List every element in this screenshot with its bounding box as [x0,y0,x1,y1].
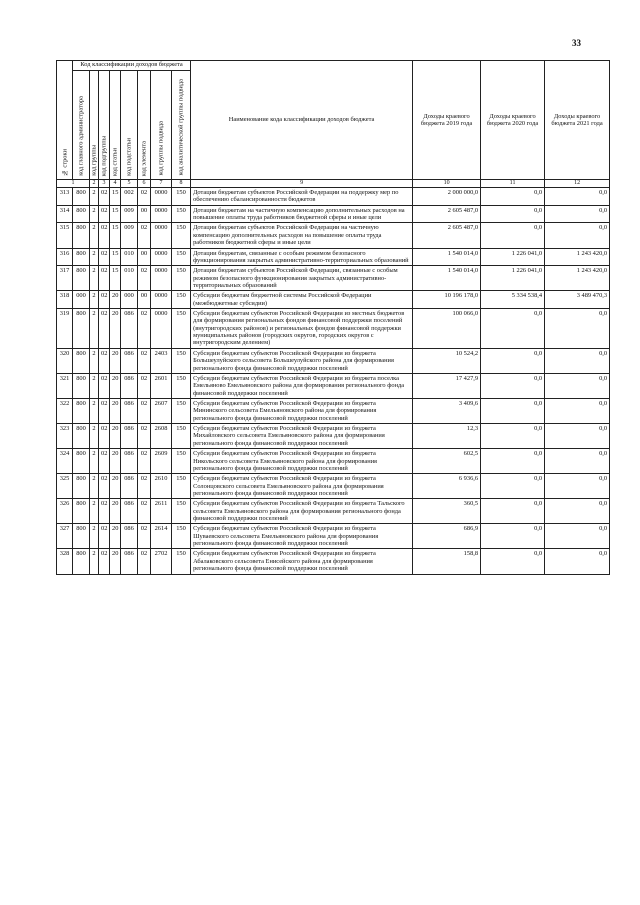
code-cell: 15 [110,266,121,291]
code-cell: 800 [73,449,90,474]
page-number: 33 [572,38,581,48]
header-code-column: код главного администратора [73,71,90,180]
header-code-group: Код классификации доходов бюджета [73,61,191,71]
code-cell: 000 [73,291,90,309]
code-cell: 800 [73,188,90,206]
value-2021: 0,0 [545,398,610,423]
revenue-name: Субсидии бюджетам субъектов Российской Федерации из бюджета Тальского сельсовета Емельяновского района для формирования регионального фонда финансовой поддержки поселений [191,499,413,524]
code-cell: 2611 [151,499,172,524]
code-cell: 009 [121,205,138,223]
value-2020: 0,0 [481,373,545,398]
header-year-2021: Доходы краевого бюджета 2021 года [545,61,610,180]
value-2021: 0,0 [545,348,610,373]
code-cell: 086 [121,309,138,349]
table-row [57,373,610,398]
value-2019: 2 605 487,0 [413,223,481,248]
code-cell: 086 [121,549,138,574]
code-cell: 2 [90,549,99,574]
row-number: 322 [57,398,73,423]
revenue-name: Дотации бюджетам, связанные с особым режимом безопасного функционирования закрытых административно-территориальных образований [191,248,413,266]
code-cell: 2 [90,205,99,223]
value-2020: 0,0 [481,188,545,206]
code-cell: 150 [172,205,191,223]
code-cell: 02 [99,398,110,423]
code-cell: 02 [138,424,151,449]
code-cell: 150 [172,499,191,524]
code-cell: 02 [99,474,110,499]
value-2021: 0,0 [545,188,610,206]
code-cell: 800 [73,474,90,499]
code-cell: 150 [172,309,191,349]
code-cell: 2 [90,266,99,291]
code-cell: 086 [121,424,138,449]
code-cell: 15 [110,188,121,206]
table-row [57,524,610,549]
code-cell: 2 [90,499,99,524]
code-cell: 2 [90,309,99,349]
code-cell: 800 [73,424,90,449]
code-cell: 2 [90,474,99,499]
table-row [57,474,610,499]
revenue-name: Субсидии бюджетам субъектов Российской Федерации из бюджета Мининского сельсовета Емельяновского района для формирования регионального фонда финансовой поддержки поселений [191,398,413,423]
value-2019: 10 196 178,0 [413,291,481,309]
code-cell: 0000 [151,309,172,349]
code-cell: 20 [110,373,121,398]
code-cell: 2 [90,248,99,266]
code-cell: 150 [172,291,191,309]
code-cell: 0000 [151,188,172,206]
value-2020: 5 334 538,4 [481,291,545,309]
value-2019: 10 524,2 [413,348,481,373]
row-number: 318 [57,291,73,309]
code-cell: 150 [172,424,191,449]
column-number: 11 [481,180,545,188]
code-cell: 150 [172,398,191,423]
code-cell: 800 [73,309,90,349]
code-cell: 150 [172,474,191,499]
code-cell: 20 [110,474,121,499]
value-2020: 0,0 [481,398,545,423]
revenue-name: Субсидии бюджетам бюджетной системы Российской Федерации (межбюджетные субсидии) [191,291,413,309]
table-row [57,248,610,266]
code-cell: 20 [110,499,121,524]
value-2019: 3 409,6 [413,398,481,423]
column-number: 2 [90,180,99,188]
code-cell: 2607 [151,398,172,423]
row-number: 319 [57,309,73,349]
code-cell: 20 [110,449,121,474]
revenue-name: Субсидии бюджетам субъектов Российской Федерации из бюджета Никольского сельсовета Емельяновского района для формирования регионального фонда финансовой поддержки поселений [191,449,413,474]
code-cell: 2601 [151,373,172,398]
row-number: 323 [57,424,73,449]
row-number: 321 [57,373,73,398]
value-2021: 0,0 [545,424,610,449]
revenue-name: Субсидии бюджетам субъектов Российской Федерации из местных бюджетов для формирования региональных фондов финансовой поддержки поселений (внутригородских районов) и региональных фондов финансовой поддержки муниципальных районов (городских округов, городских округов с внутригородским делением) [191,309,413,349]
code-cell: 800 [73,266,90,291]
budget-revenue-table [56,60,610,575]
revenue-name: Субсидии бюджетам субъектов Российской Федерации из бюджета Абалаковского сельсовета Енисейского района для формирования регионального фонда финансовой поддержки поселений [191,549,413,574]
code-cell: 02 [138,499,151,524]
code-cell: 150 [172,524,191,549]
code-cell: 2608 [151,424,172,449]
code-cell: 02 [138,398,151,423]
code-cell: 02 [138,188,151,206]
header-code-column: код статьи [110,71,121,180]
revenue-name: Дотации бюджетам субъектов Российской Федерации, связанные с особым режимом безопасного функционирования закрытых административно-территориальных образований [191,266,413,291]
code-cell: 0000 [151,291,172,309]
code-cell: 15 [110,205,121,223]
code-cell: 2609 [151,449,172,474]
column-number: 5 [121,180,138,188]
code-cell: 02 [138,309,151,349]
row-number: 325 [57,474,73,499]
table-row [57,291,610,309]
code-cell: 02 [99,424,110,449]
row-number: 328 [57,549,73,574]
header-code-column: код подстатьи [121,71,138,180]
code-cell: 20 [110,549,121,574]
table-row [57,348,610,373]
column-number: 7 [151,180,172,188]
value-2020: 0,0 [481,524,545,549]
value-2020: 0,0 [481,205,545,223]
value-2020: 0,0 [481,549,545,574]
code-cell: 02 [99,549,110,574]
value-2021: 0,0 [545,449,610,474]
code-cell: 02 [99,188,110,206]
code-cell: 02 [138,549,151,574]
value-2019: 360,5 [413,499,481,524]
value-2021: 0,0 [545,373,610,398]
code-cell: 20 [110,424,121,449]
row-number: 326 [57,499,73,524]
revenue-name: Дотации бюджетам субъектов Российской Федерации на поддержку мер по обеспечению сбалансированности бюджетов [191,188,413,206]
value-2020: 0,0 [481,223,545,248]
value-2020: 0,0 [481,474,545,499]
row-number: 320 [57,348,73,373]
code-cell: 20 [110,309,121,349]
code-cell: 0000 [151,205,172,223]
row-number: 327 [57,524,73,549]
code-cell: 02 [99,309,110,349]
code-cell: 150 [172,266,191,291]
code-cell: 2 [90,291,99,309]
code-cell: 150 [172,449,191,474]
column-number: 8 [172,180,191,188]
code-cell: 2702 [151,549,172,574]
code-cell: 02 [138,474,151,499]
value-2021: 0,0 [545,223,610,248]
code-cell: 02 [99,248,110,266]
column-number: 3 [99,180,110,188]
revenue-name: Субсидии бюджетам субъектов Российской Федерации из бюджета Солонцовского сельсовета Емельяновского района для формирования регионального фонда финансовой поддержки поселений [191,474,413,499]
code-cell: 800 [73,248,90,266]
value-2019: 100 066,0 [413,309,481,349]
table-row [57,424,610,449]
code-cell: 800 [73,373,90,398]
code-cell: 0000 [151,248,172,266]
code-cell: 150 [172,188,191,206]
header-year-2019: Доходы краевого бюджета 2019 года [413,61,481,180]
column-number: 12 [545,180,610,188]
value-2019: 602,5 [413,449,481,474]
value-2020: 0,0 [481,449,545,474]
value-2019: 12,3 [413,424,481,449]
value-2019: 2 000 000,0 [413,188,481,206]
code-cell: 2 [90,348,99,373]
value-2021: 0,0 [545,549,610,574]
code-cell: 086 [121,348,138,373]
code-cell: 20 [110,348,121,373]
value-2020: 0,0 [481,499,545,524]
code-cell: 086 [121,499,138,524]
code-cell: 010 [121,248,138,266]
value-2021: 1 243 420,0 [545,266,610,291]
code-cell: 02 [99,205,110,223]
code-cell: 2 [90,524,99,549]
code-cell: 00 [138,205,151,223]
code-cell: 009 [121,223,138,248]
code-cell: 800 [73,549,90,574]
code-cell: 2 [90,373,99,398]
code-cell: 15 [110,248,121,266]
code-cell: 0000 [151,223,172,248]
code-cell: 800 [73,499,90,524]
code-cell: 02 [99,449,110,474]
code-cell: 2403 [151,348,172,373]
code-cell: 2 [90,424,99,449]
code-cell: 086 [121,474,138,499]
row-number: 313 [57,188,73,206]
code-cell: 02 [138,223,151,248]
table-row [57,398,610,423]
code-cell: 2 [90,223,99,248]
table-row [57,449,610,474]
code-cell: 086 [121,524,138,549]
table-row [57,188,610,206]
row-number: 324 [57,449,73,474]
code-cell: 000 [121,291,138,309]
value-2020: 0,0 [481,348,545,373]
code-cell: 02 [99,373,110,398]
code-cell: 02 [138,348,151,373]
table-row [57,309,610,349]
code-cell: 800 [73,205,90,223]
value-2019: 1 540 014,0 [413,248,481,266]
value-2019: 158,8 [413,549,481,574]
code-cell: 150 [172,248,191,266]
code-cell: 2 [90,398,99,423]
revenue-name: Субсидии бюджетам субъектов Российской Федерации из бюджета поселка Емельяново Емельяновского района для формирования регионального фонда финансовой поддержки поселений [191,373,413,398]
code-cell: 02 [99,499,110,524]
value-2020: 1 226 041,0 [481,248,545,266]
code-cell: 02 [99,524,110,549]
code-cell: 150 [172,373,191,398]
header-name: Наименование кода классификации доходов бюджета [191,61,413,180]
table-row [57,205,610,223]
revenue-name: Субсидии бюджетам субъектов Российской Федерации из бюджета Большеулуйского сельсовета Большеулуйского района для формирования регионального фонда финансовой поддержки поселений [191,348,413,373]
table-row [57,223,610,248]
column-number: 1 [57,180,90,188]
value-2021: 0,0 [545,474,610,499]
revenue-name: Субсидии бюджетам субъектов Российской Федерации из бюджета Шуваевского сельсовета Емельяновского района для формирования регионального фонда финансовой поддержки поселений [191,524,413,549]
header-code-column: код группы подвида [151,71,172,180]
value-2021: 1 243 420,0 [545,248,610,266]
table-row [57,499,610,524]
code-cell: 150 [172,549,191,574]
value-2021: 0,0 [545,205,610,223]
column-number: 9 [191,180,413,188]
revenue-name: Субсидии бюджетам субъектов Российской Федерации из бюджета Михайловского сельсовета Емельяновского района для формирования регионального фонда финансовой поддержки поселений [191,424,413,449]
code-cell: 02 [99,223,110,248]
code-cell: 2614 [151,524,172,549]
code-cell: 00 [138,248,151,266]
table-row [57,266,610,291]
value-2020: 0,0 [481,309,545,349]
code-cell: 800 [73,398,90,423]
code-cell: 800 [73,223,90,248]
code-cell: 002 [121,188,138,206]
row-number: 314 [57,205,73,223]
code-cell: 086 [121,449,138,474]
value-2019: 1 540 014,0 [413,266,481,291]
header-code-column: код группы [90,71,99,180]
code-cell: 010 [121,266,138,291]
code-cell: 800 [73,348,90,373]
code-cell: 0000 [151,266,172,291]
value-2021: 0,0 [545,499,610,524]
column-number: 4 [110,180,121,188]
column-number: 6 [138,180,151,188]
code-cell: 02 [138,373,151,398]
code-cell: 086 [121,373,138,398]
code-cell: 800 [73,524,90,549]
value-2021: 0,0 [545,524,610,549]
value-2020: 0,0 [481,424,545,449]
column-number: 10 [413,180,481,188]
value-2019: 17 427,9 [413,373,481,398]
code-cell: 2610 [151,474,172,499]
code-cell: 15 [110,223,121,248]
row-number: 315 [57,223,73,248]
code-cell: 2 [90,188,99,206]
revenue-name: Дотации бюджетам субъектов Российской Федерации на частичную компенсацию дополнительных расходов на повышение оплаты труда работников бюджетной сферы и иные цели [191,223,413,248]
row-number: 317 [57,266,73,291]
value-2019: 2 605 487,0 [413,205,481,223]
code-cell: 20 [110,524,121,549]
table-row [57,549,610,574]
code-cell: 02 [99,348,110,373]
code-cell: 02 [138,449,151,474]
value-2019: 686,9 [413,524,481,549]
code-cell: 2 [90,449,99,474]
code-cell: 02 [138,524,151,549]
code-cell: 02 [138,266,151,291]
revenue-name: Дотации бюджетам на частичную компенсацию дополнительных расходов на повышение оплаты труда работников бюджетной сферы и иные цели [191,205,413,223]
header-code-column: код подгруппы [99,71,110,180]
code-cell: 00 [138,291,151,309]
code-cell: 086 [121,398,138,423]
code-cell: 150 [172,223,191,248]
code-cell: 02 [99,266,110,291]
value-2021: 0,0 [545,309,610,349]
code-cell: 20 [110,398,121,423]
header-year-2020: Доходы краевого бюджета 2020 года [481,61,545,180]
header-code-column: код аналитической группы подвида [172,71,191,180]
value-2019: 6 936,6 [413,474,481,499]
header-row-number: № строки [57,61,73,180]
code-cell: 20 [110,291,121,309]
value-2020: 1 226 041,0 [481,266,545,291]
header-code-column: код элемента [138,71,151,180]
row-number: 316 [57,248,73,266]
value-2021: 3 489 470,3 [545,291,610,309]
code-cell: 02 [99,291,110,309]
code-cell: 150 [172,348,191,373]
